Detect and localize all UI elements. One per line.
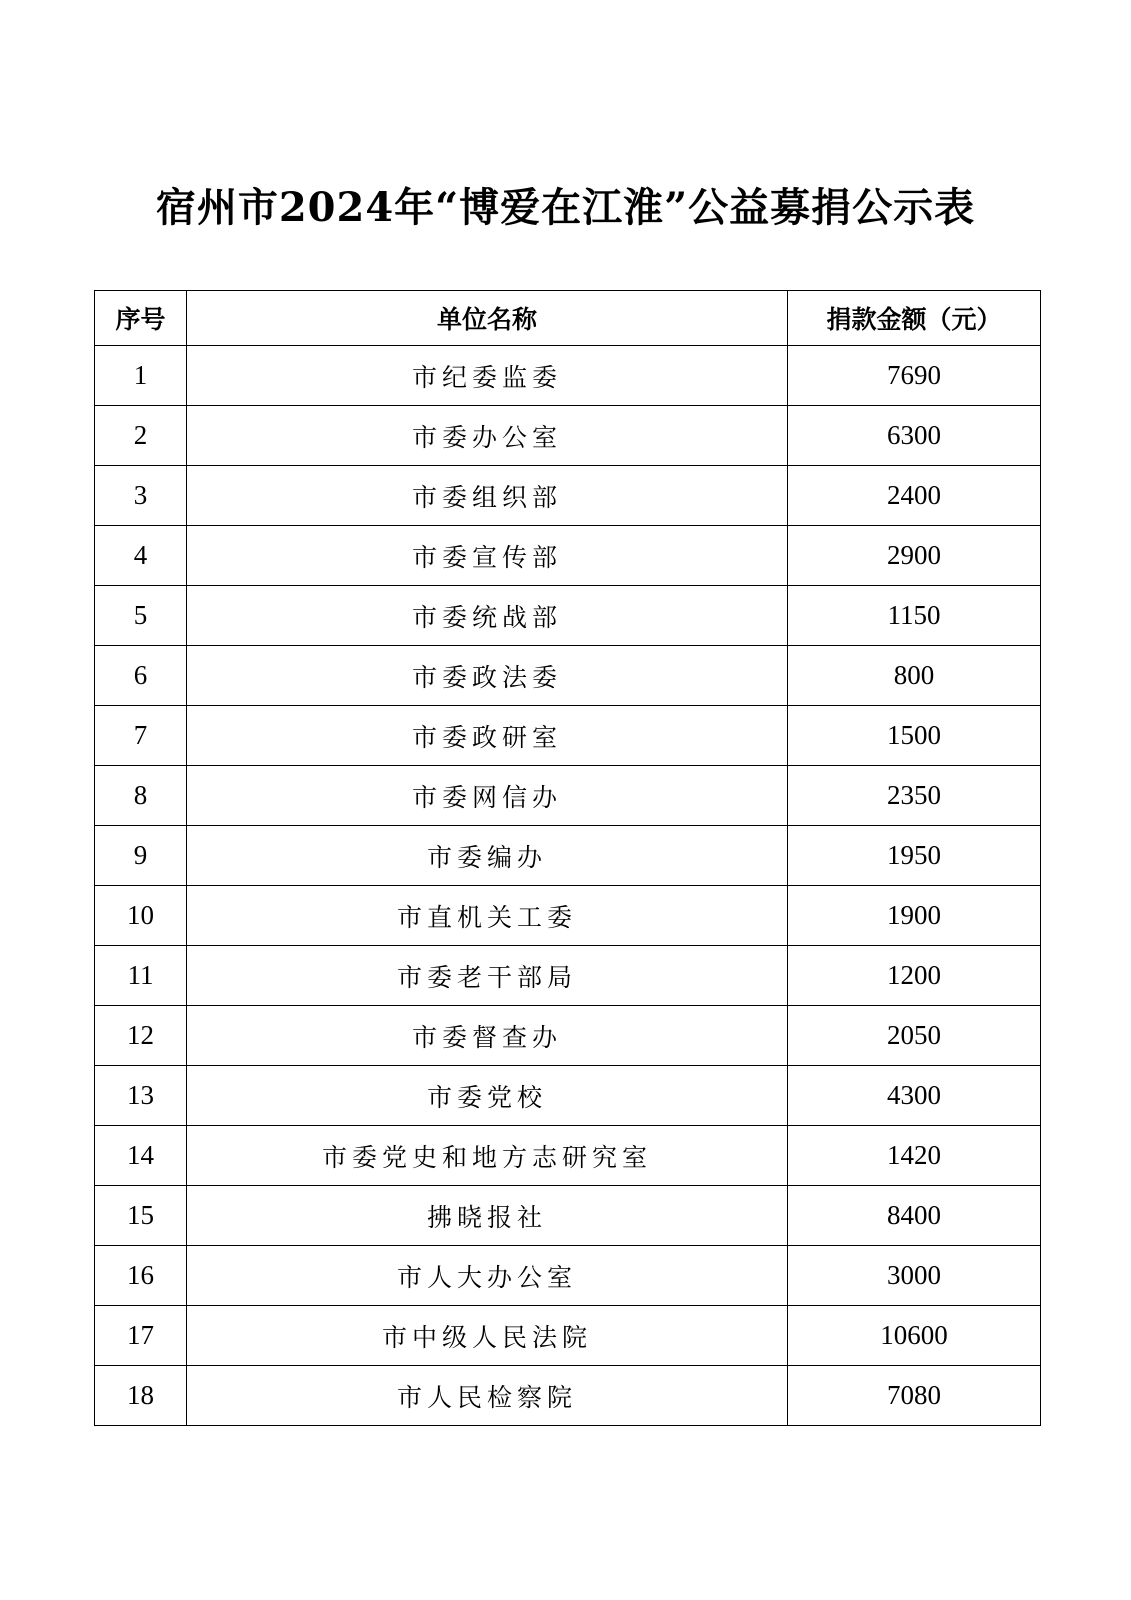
unit-name-cell: 市直机关工委 <box>187 886 788 946</box>
seq-cell: 17 <box>95 1306 187 1366</box>
table-row <box>95 1126 1041 1186</box>
seq-cell: 18 <box>95 1366 187 1426</box>
seq-cell: 5 <box>95 586 187 646</box>
table-row <box>95 1066 1041 1126</box>
unit-name-cell: 市委编办 <box>187 826 788 886</box>
table-row <box>95 526 1041 586</box>
seq-cell: 12 <box>95 1006 187 1066</box>
seq-cell: 6 <box>95 646 187 706</box>
amount-cell: 10600 <box>788 1306 1041 1366</box>
amount-cell: 4300 <box>788 1066 1041 1126</box>
unit-name-cell: 拂晓报社 <box>187 1186 788 1246</box>
unit-name-cell: 市中级人民法院 <box>187 1306 788 1366</box>
table-row <box>95 346 1041 406</box>
unit-name-cell: 市人大办公室 <box>187 1246 788 1306</box>
unit-name-cell: 市委宣传部 <box>187 526 788 586</box>
unit-name-cell: 市委督查办 <box>187 1006 788 1066</box>
header-seq: 序号 <box>95 291 187 346</box>
amount-cell: 1150 <box>788 586 1041 646</box>
table-row <box>95 646 1041 706</box>
seq-cell: 13 <box>95 1066 187 1126</box>
amount-cell: 1950 <box>788 826 1041 886</box>
unit-name-cell: 市委统战部 <box>187 586 788 646</box>
unit-name-cell: 市委政研室 <box>187 706 788 766</box>
amount-cell: 6300 <box>788 406 1041 466</box>
seq-cell: 14 <box>95 1126 187 1186</box>
table-row <box>95 1186 1041 1246</box>
unit-name-cell: 市人民检察院 <box>187 1366 788 1426</box>
seq-cell: 1 <box>95 346 187 406</box>
table-row <box>95 1006 1041 1066</box>
seq-cell: 11 <box>95 946 187 1006</box>
amount-cell: 1900 <box>788 886 1041 946</box>
amount-cell: 1200 <box>788 946 1041 1006</box>
unit-name-cell: 市委老干部局 <box>187 946 788 1006</box>
table-row <box>95 706 1041 766</box>
amount-cell: 3000 <box>788 1246 1041 1306</box>
seq-cell: 9 <box>95 826 187 886</box>
table-header-row <box>95 291 1041 346</box>
table-row <box>95 826 1041 886</box>
seq-cell: 15 <box>95 1186 187 1246</box>
seq-cell: 16 <box>95 1246 187 1306</box>
unit-name-cell: 市委党校 <box>187 1066 788 1126</box>
table-row <box>95 946 1041 1006</box>
table-row <box>95 886 1041 946</box>
seq-cell: 10 <box>95 886 187 946</box>
unit-name-cell: 市纪委监委 <box>187 346 788 406</box>
amount-cell: 2900 <box>788 526 1041 586</box>
seq-cell: 7 <box>95 706 187 766</box>
amount-cell: 2050 <box>788 1006 1041 1066</box>
amount-cell: 1500 <box>788 706 1041 766</box>
table-row <box>95 1306 1041 1366</box>
seq-cell: 4 <box>95 526 187 586</box>
table-row <box>95 586 1041 646</box>
table-row <box>95 1366 1041 1426</box>
header-unit-name: 单位名称 <box>187 291 788 346</box>
unit-name-cell: 市委组织部 <box>187 466 788 526</box>
unit-name-cell: 市委政法委 <box>187 646 788 706</box>
seq-cell: 2 <box>95 406 187 466</box>
amount-cell: 1420 <box>788 1126 1041 1186</box>
amount-cell: 2350 <box>788 766 1041 826</box>
amount-cell: 8400 <box>788 1186 1041 1246</box>
table-row <box>95 766 1041 826</box>
unit-name-cell: 市委网信办 <box>187 766 788 826</box>
amount-cell: 2400 <box>788 466 1041 526</box>
unit-name-cell: 市委办公室 <box>187 406 788 466</box>
page-title: 宿州市2024年“博爱在江淮”公益募捐公示表 <box>155 184 976 231</box>
amount-cell: 7080 <box>788 1366 1041 1426</box>
seq-cell: 3 <box>95 466 187 526</box>
table-row <box>95 466 1041 526</box>
table-row <box>95 406 1041 466</box>
header-donation-amount: 捐款金额（元） <box>788 291 1041 346</box>
amount-cell: 800 <box>788 646 1041 706</box>
table-row <box>95 1246 1041 1306</box>
donation-table <box>94 290 1041 1426</box>
unit-name-cell: 市委党史和地方志研究室 <box>187 1126 788 1186</box>
amount-cell: 7690 <box>788 346 1041 406</box>
seq-cell: 8 <box>95 766 187 826</box>
